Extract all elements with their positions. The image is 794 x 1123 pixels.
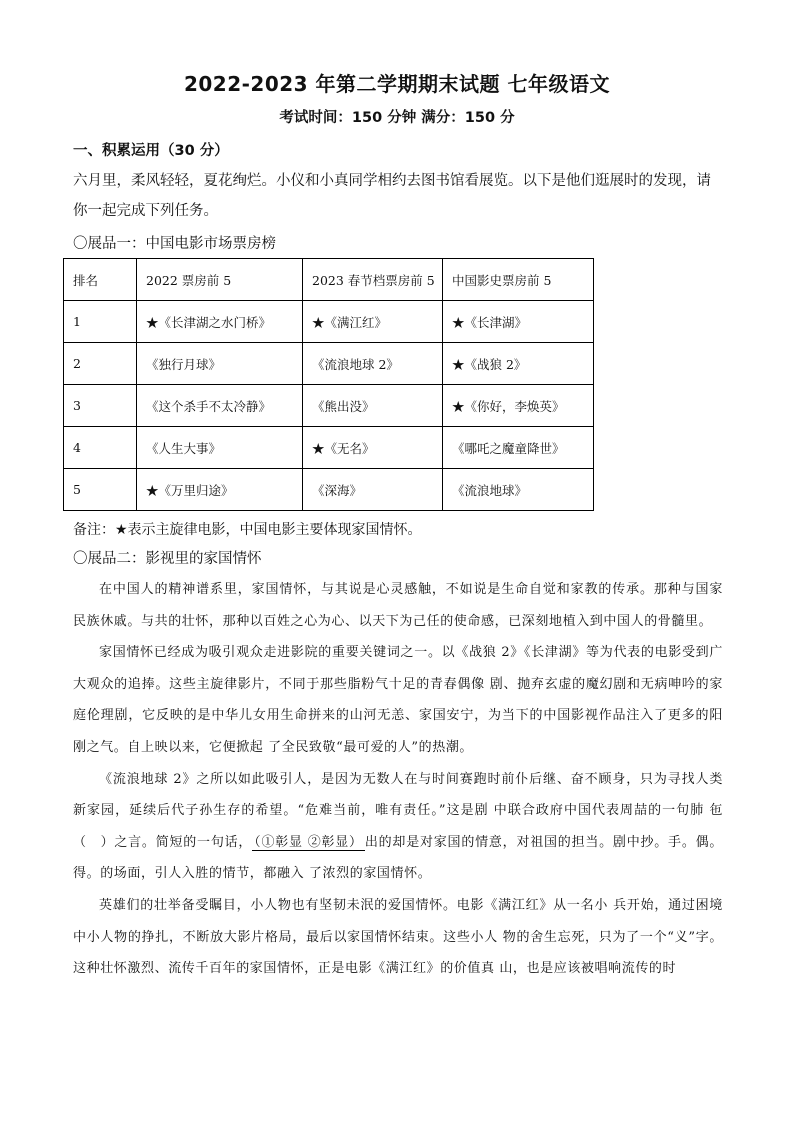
- article-paragraph: [73, 764, 723, 890]
- table-cell: ★《满江红》: [303, 301, 443, 343]
- table-cell: 《哪吒之魔童降世》: [443, 427, 594, 469]
- table-note: 备注：★表示主旋律电影，中国电影主要体现家国情怀。: [73, 522, 422, 538]
- table-cell: 《这个杀手不太冷静》: [137, 385, 303, 427]
- table-cell: ★《长津湖》: [443, 301, 594, 343]
- paragraph-text: 出的却是对家国的情意，对祖国的担当。剧中抄。手。偶。得。的场面，引人入胜的情节，都融入 了浓烈的家国情怀。: [73, 834, 723, 882]
- paragraph-text: 《流浪地球 2》之所以如此吸引人，是因为无数人在与时间赛跑时前仆后继、奋不顾身，只为寻找人类新家园，延续后代子孙生存的希望。“危难当前，唯有责任。”这是剧 中联合政府中国代表周喆的一句肺 㐌（ ）之言。简短的一句话，: [73, 771, 723, 850]
- exhibit-two-heading: 〇展品二：影视里的家国情怀: [73, 551, 262, 567]
- box-office-table: [63, 258, 594, 511]
- article-paragraph: 在中国人的精神谱系里，家国情怀，与其说是心灵感触，不如说是生命自觉和家教的传承。那种与国家民族休戚。与共的壮怀，那种以百姓之心为心、以天下为己任的使命感，已深刻地植入到中国人的骨髓里。: [73, 582, 723, 629]
- table-cell: 《人生大事》: [137, 427, 303, 469]
- table-cell: ★《无名》: [303, 427, 443, 469]
- table-row: [64, 385, 594, 427]
- table-cell: 《深海》: [303, 469, 443, 511]
- table-cell: ★《长津湖之水门桥》: [137, 301, 303, 343]
- table-cell: 《熊出没》: [303, 385, 443, 427]
- table-cell: ★《万里归途》: [137, 469, 303, 511]
- table-row: [64, 343, 594, 385]
- table-row: [64, 301, 594, 343]
- word-choice-blank: （①彰显 ②彰显）: [254, 834, 363, 850]
- table-cell: 4: [64, 427, 137, 469]
- column-header: 2022 票房前 5: [137, 259, 303, 301]
- exhibit-one-heading: 〇展品一：中国电影市场票房榜: [73, 236, 276, 252]
- table-cell: ★《你好，李焕英》: [443, 385, 594, 427]
- article-paragraph: 家国情怀已经成为吸引观众走进影院的重要关键词之一。以《战狼 2》《长津湖》等为代表的电影受到广大观众的追捧。这些主旋律影片，不同于那些脂粉气十足的青春偶像 剧、抛弃玄虚的魔幻剧和无病呻吟的家庭伦理剧，它反映的是中华儿女用生命拼来的山河无恙、家国安宁，为当下的中国影视作品注入了更多的阳刚之气。自上映以来，它便掀起 了全民致敬“最可爱的人”的热潮。: [73, 645, 723, 755]
- table-cell: 1: [64, 301, 137, 343]
- column-header: 2023 春节档票房前 5: [303, 259, 443, 301]
- table-cell: ★《战狼 2》: [443, 343, 594, 385]
- exam-time-info: 考试时间：150 分钟 满分：150 分: [279, 110, 515, 126]
- article-body: [73, 574, 723, 985]
- exam-title: 2022-2023 年第二学期期末试题 七年级语文: [183, 72, 611, 96]
- intro-paragraph: 六月里，柔风轻轻，夏花绚烂。小仪和小真同学相约去图书馆看展览。以下是他们逛展时的发现，请你一起完成下列任务。: [73, 173, 711, 219]
- column-header: 中国影史票房前 5: [443, 259, 594, 301]
- column-header: 排名: [64, 259, 137, 301]
- table-header-row: [64, 259, 594, 301]
- table-row: [64, 427, 594, 469]
- table-cell: 《流浪地球》: [443, 469, 594, 511]
- section-heading: 一、积累运用（30 分）: [73, 143, 229, 159]
- table-row: [64, 469, 594, 511]
- article-paragraph: 英雄们的壮举备受瞩目，小人物也有坚韧未泯的爱国情怀。电影《满江红》从一名小 兵开始，通过困境中小人物的挣扎，不断放大影片格局，最后以家国情怀结束。这些小人 物的舍生忘死，只为了一个“义”字。这种壮怀激烈、流传千百年的家国情怀，正是电影《满江红》的价值真 山，也是应该被唱响流传的时: [73, 897, 723, 977]
- table-cell: 《流浪地球 2》: [303, 343, 443, 385]
- table-cell: 5: [64, 469, 137, 511]
- table-cell: 3: [64, 385, 137, 427]
- table-cell: 《独行月球》: [137, 343, 303, 385]
- table-cell: 2: [64, 343, 137, 385]
